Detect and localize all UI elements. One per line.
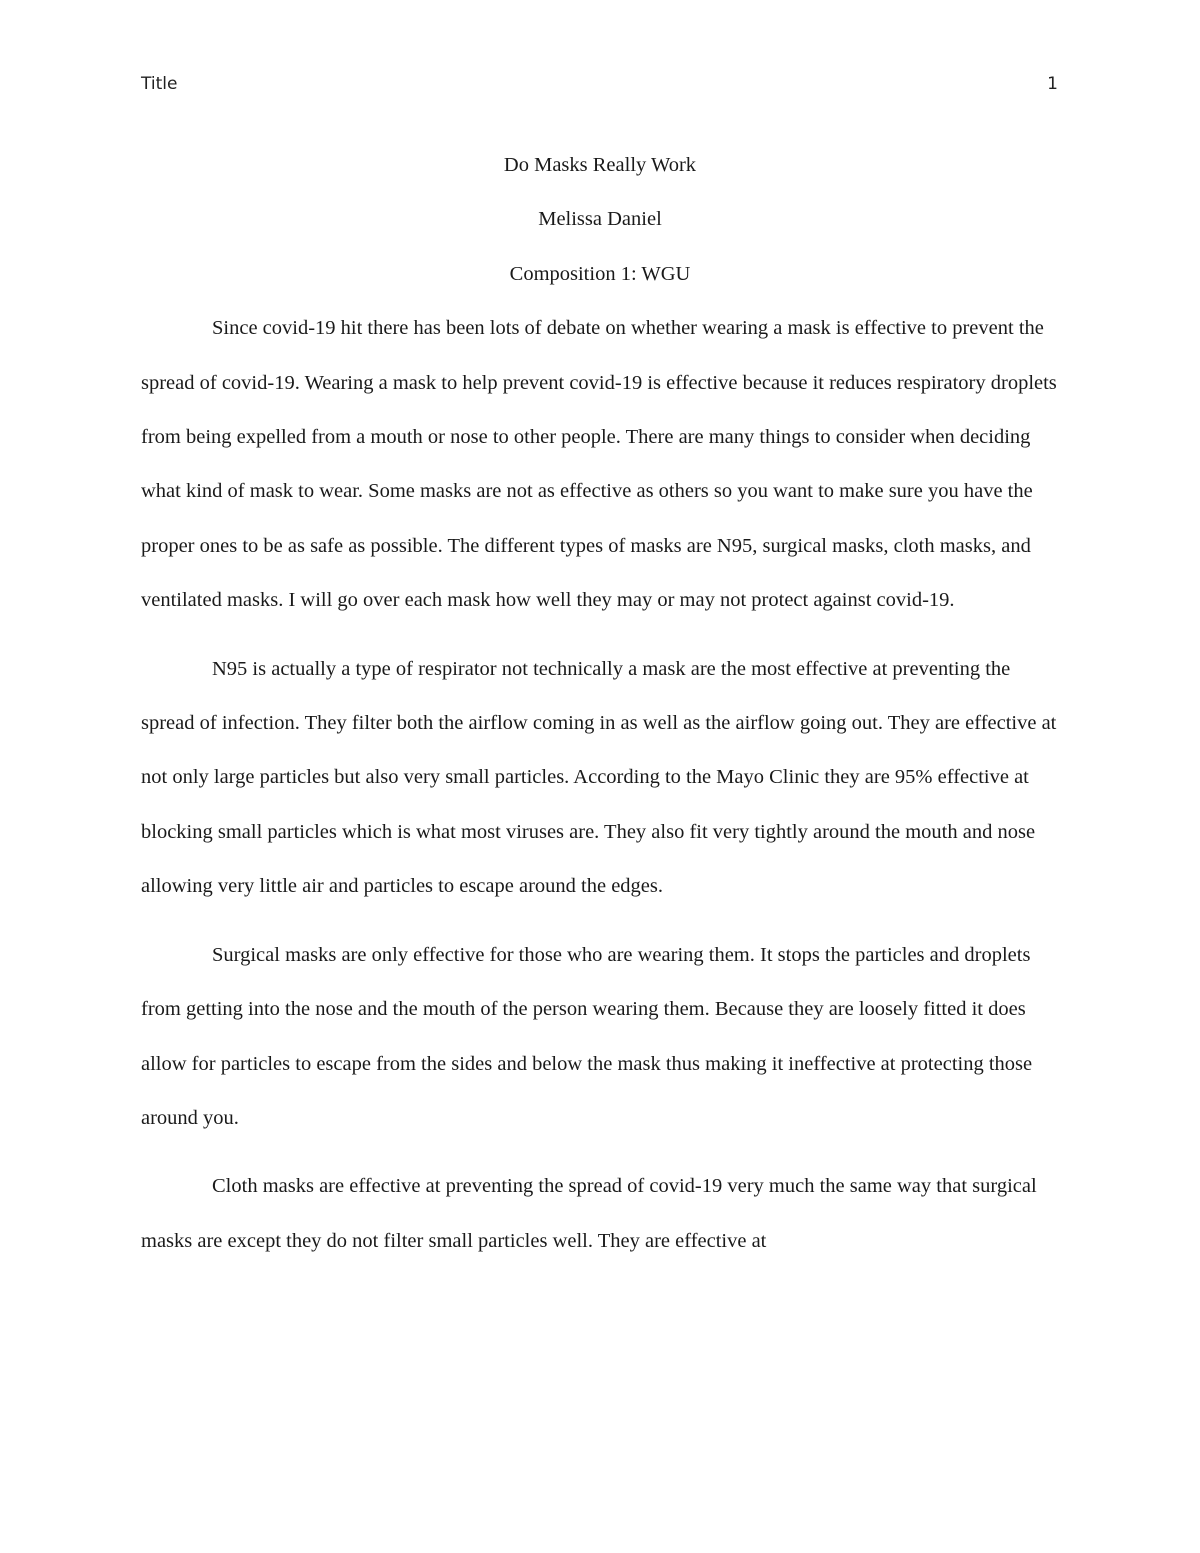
author-name: Melissa Daniel [538,208,662,231]
course-name: Composition 1: WGU [509,262,691,285]
paragraph-surgical-masks: Surgical masks are only effective for those who are wearing them. It stops the particles and droplets from getting into the nose and the mouth of the person wearing them. Because they are loosely fitted it does allow for particles to escape from the sides and below the mask thus making it ineffective at protecting those around you. [141,943,1033,1129]
paragraph-n95: N95 is actually a type of respirator not technically a mask are the most effective at preventing the spread of infection. They filter both the airflow coming in as well as the airflow going out. They are effective at not only large particles but also very small particles. According to the Mayo Clinic they are 95% effective at blocking small particles which is what most viruses are. They also fit very tightly around the mouth and nose allowing very little air and particles to escape around the edges. [141,657,1057,898]
document-body [141,138,1059,1282]
running-head-title: Title [141,74,178,94]
page-number: 1 [1047,74,1058,94]
running-head [141,74,1058,98]
paper-title: Do Masks Really Work [503,154,697,176]
paragraph-cloth-masks: Cloth masks are effective at preventing the spread of covid-19 very much the same way that surgical masks are except they do not filter small particles well. They are effective at [141,1175,1037,1252]
paragraph-introduction: Since covid-19 hit there has been lots of debate on whether wearing a mask is effective to prevent the spread of covid-19. Wearing a mask to help prevent covid-19 is effective because it reduces respiratory droplets from being expelled from a mouth or nose to other people. There are many things to consider when deciding what kind of mask to wear. Some masks are not as effective as others so you want to make sure you have the proper ones to be as safe as possible. The different types of masks are N95, surgical masks, cloth masks, and ventilated masks. I will go over each mask how well they may or may not protect against covid-19. [141,317,1057,612]
